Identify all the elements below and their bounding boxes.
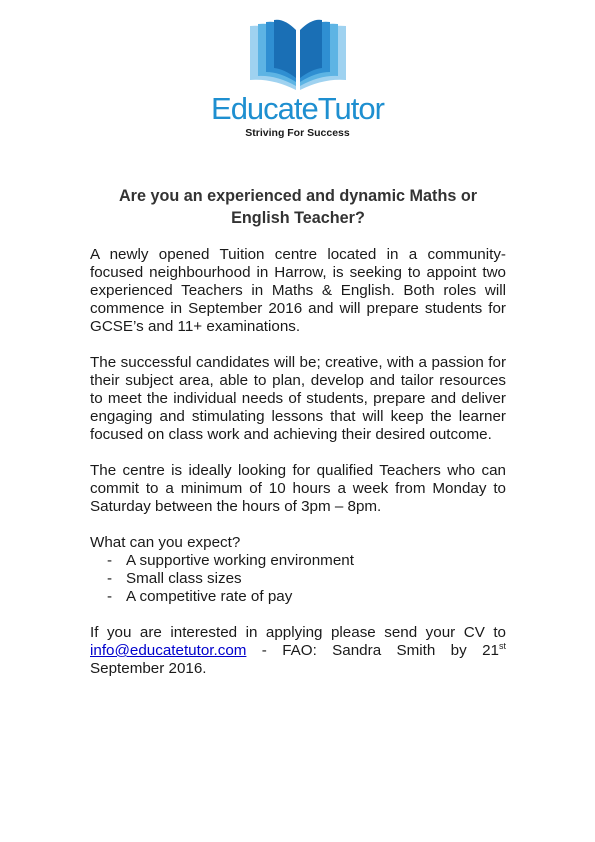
list-item-text: Small class sizes	[126, 570, 242, 587]
list-dash: -	[107, 570, 113, 587]
list-item-text: A competitive rate of pay	[126, 588, 293, 605]
closing-paragraph	[90, 624, 506, 678]
benefits-list	[90, 552, 506, 606]
intro-paragraph: A newly opened Tuition centre located in a community-focused neighbourhood in Harrow, is seeking to appoint two experienced Teachers in Maths & English. Both roles will commence in September 2016 and will prepare students for GCSE’s and 11+ examinations.	[90, 246, 506, 335]
list-item	[90, 588, 506, 606]
expect-heading: What can you expect?	[90, 534, 241, 551]
logo-tagline: Striving For Success	[245, 127, 350, 139]
logo	[0, 18, 595, 140]
email-link[interactable]: info@educatetutor.com	[90, 642, 247, 659]
job-advert	[90, 185, 506, 678]
candidate-paragraph: The successful candidates will be; creative, with a passion for their subject area, able to plan, develop and tailor resources to meet the individual needs of students, prepare and deliver engaging and stimulating lessons that will keep the learner focused on class work and achieving their desired outcome.	[90, 354, 506, 443]
closing-text-end: September 2016.	[90, 660, 207, 677]
date-superscript: st	[498, 641, 506, 651]
closing-text-after: - FAO: Sandra Smith by 21	[246, 642, 499, 659]
list-item	[90, 570, 506, 588]
list-dash: -	[107, 588, 113, 605]
hours-paragraph: The centre is ideally looking for qualified Teachers who can commit to a minimum of 10 hours a week from Monday to Saturday between the hours of 3pm – 8pm.	[90, 462, 506, 515]
open-book-icon	[242, 18, 354, 94]
closing-text-before: If you are interested in applying please send your CV to	[90, 624, 506, 641]
list-dash: -	[107, 552, 113, 569]
page-title: Are you an experienced and dynamic Maths or English Teacher?	[118, 187, 478, 227]
logo-wordmark: EducateTutor	[211, 91, 384, 126]
list-item	[90, 552, 506, 570]
list-item-text: A supportive working environment	[126, 552, 354, 569]
